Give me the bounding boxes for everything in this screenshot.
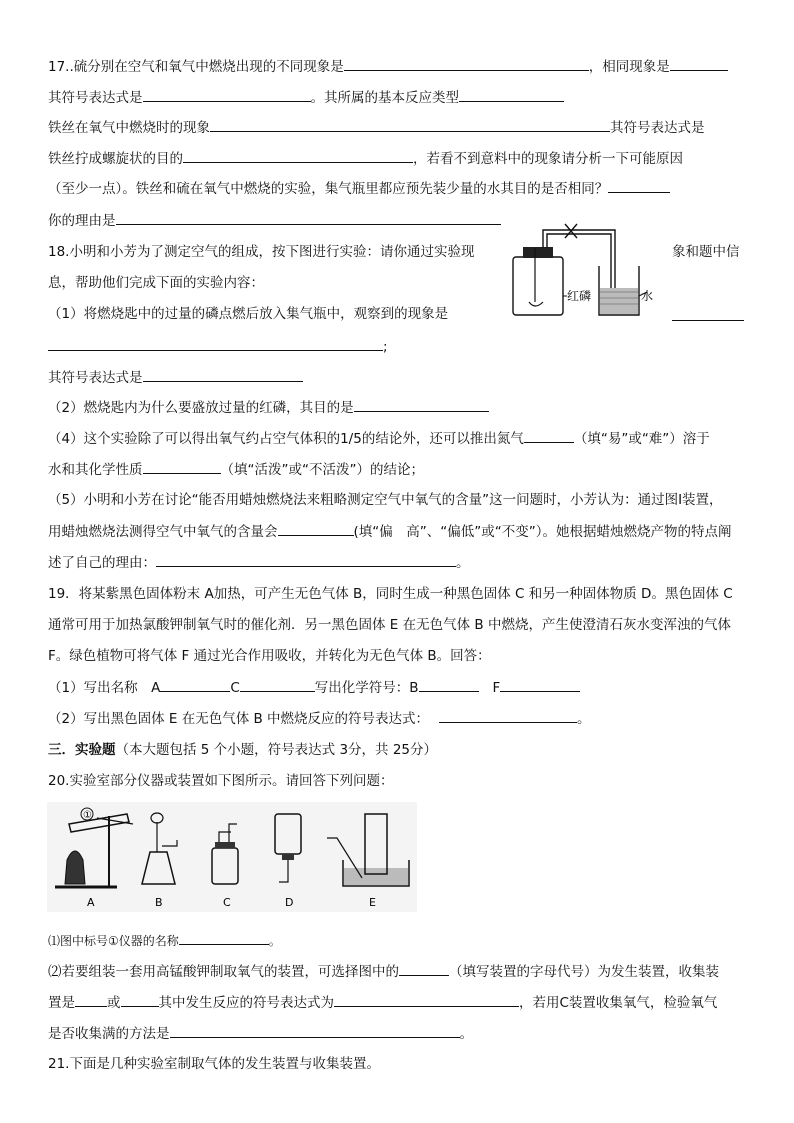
label-b: B — [155, 896, 163, 909]
answer-blank[interactable] — [143, 459, 221, 474]
answer-blank[interactable] — [399, 961, 449, 976]
answer-blank[interactable] — [500, 677, 580, 692]
answer-blank[interactable] — [143, 87, 311, 102]
answer-blank[interactable] — [334, 992, 519, 1007]
answer-blank[interactable] — [160, 677, 230, 692]
answer-blank[interactable] — [143, 367, 303, 382]
q19-line-2: 通常可用于加热氯酸钾制氧气时的催化剂．另一黑色固体 E 在无色气体 B 中燃烧，产生使澄清石灰水变浑浊的气体 — [48, 617, 731, 633]
q18-line-2: 息，帮助他们完成下面的实验内容： — [48, 275, 264, 291]
answer-blank[interactable] — [459, 87, 564, 102]
answer-blank[interactable] — [240, 677, 315, 692]
q17-line-6: 你的理由是 — [48, 210, 748, 231]
q18-line-7: （4）这个实验除了可以得出氧气约占空气体积的1/5的结论外，还可以推出氮气 （填“易”或“难”）溶于 — [48, 428, 748, 449]
svg-text:①: ① — [83, 810, 92, 821]
answer-blank[interactable] — [183, 148, 413, 163]
q20-line-3: ⑵若要组装一套用高锰酸钾制取氧气的装置，可选择图中的 （填写装置的字母代号）为发生装置，收集装 — [48, 961, 748, 982]
label-d: D — [285, 896, 294, 909]
answer-blank[interactable] — [344, 56, 589, 71]
q18-line-6: （2）燃烧匙内为什么要盛放过量的红磷，其目的是 — [48, 397, 748, 418]
q20-line-4: 置是 或 其中发生反应的符号表达式为 ，若用C装置收集氧气，检验氧气 — [48, 992, 748, 1013]
answer-blank[interactable] — [210, 117, 610, 132]
answer-blank[interactable] — [48, 336, 383, 351]
section-3-heading: 三．实验题（本大题包括 5 个小题，符号表达式 3分，共 25分） — [48, 742, 438, 758]
answer-blank[interactable] — [156, 552, 456, 567]
answer-blank[interactable] — [419, 677, 479, 692]
q17-line-3: 铁丝在氧气中燃烧时的现象 其符号表达式是 — [48, 117, 748, 138]
q19-line-4: （1）写出名称 A C 写出化学符号：B F — [48, 677, 748, 698]
label-c: C — [223, 896, 231, 909]
q18-line-1-tail: 象和题中信 — [672, 244, 740, 260]
answer-blank[interactable] — [75, 992, 107, 1007]
label-phosphorus: 红磷 — [567, 289, 592, 303]
q20-line-2: ⑴图中标号①仪器的名称 。 — [48, 930, 748, 951]
combustion-spoon — [529, 302, 543, 306]
q17-line-2: 其符号表达式是 。其所属的基本反应类型 — [48, 87, 748, 108]
q18-line-4: ; — [48, 336, 748, 357]
q19-line-3: F。绿色植物可将气体 F 通过光合作用吸收，并转化为无色气体 B。回答： — [48, 648, 491, 664]
answer-blank[interactable] — [354, 397, 489, 412]
label-water: 水 — [641, 289, 654, 303]
answer-blank[interactable] — [608, 178, 670, 193]
clamp — [565, 224, 577, 238]
answer-blank[interactable] — [278, 521, 354, 536]
q18-line-8: 水和其化学性质 （填“活泼”或“不活泼”）的结论； — [48, 459, 748, 480]
stopper — [523, 247, 553, 258]
q18-line-9: （5）小明和小芳在讨论“能否用蜡烛燃烧法来粗略测定空气中氧气的含量”这一问题时，小芳认为：通过图Ⅰ装置， — [48, 492, 723, 508]
gas-jar — [513, 257, 563, 315]
answer-blank[interactable] — [670, 56, 728, 71]
q21-line-1: 21.下面是几种实验室制取气体的发生装置与收集装置。 — [48, 1056, 380, 1072]
q18-line-10: 用蜡烛燃烧法测得空气中氧气的含量会 (填“偏 高”、“偏低”或“不变”）。她根据蜡烛燃烧产物的特点阐 — [48, 521, 748, 542]
q17-line-5: （至少一点）。铁丝和硫在氧气中燃烧的实验，集气瓶里都应预先装少量的水其目的是否相同？ — [48, 178, 748, 199]
label-a: A — [87, 896, 95, 909]
q18-line-1: 18.小明和小芳为了测定空气的组成，按下图进行实验：请你通过实验现 — [48, 244, 475, 260]
connecting-tube — [543, 230, 615, 292]
q20-line-1: 20.实验室部分仪器或装置如下图所示。请回答下列问题： — [48, 773, 394, 789]
answer-blank[interactable] — [121, 992, 159, 1007]
answer-blank[interactable] — [116, 210, 501, 225]
answer-blank[interactable] — [524, 428, 574, 443]
answer-blank[interactable] — [672, 306, 744, 321]
phosphorus-experiment-figure — [505, 222, 654, 320]
q18-line-5: 其符号表达式是 — [48, 367, 748, 388]
q19-line-5: （2）写出黑色固体 E 在无色气体 B 中燃烧反应的符号表达式： 。 — [48, 708, 748, 729]
q19-line-1: 19．将某紫黑色固体粉末 A加热，可产生无色气体 B，同时生成一种黑色固体 C 和另一种固体物质 D。黑色固体 C — [48, 586, 733, 602]
answer-blank[interactable] — [439, 708, 577, 723]
q18-line-3: （1）将燃烧匙中的过量的磷点燃后放入集气瓶中，观察到的现象是 — [48, 306, 449, 322]
q20-line-5: 是否收集满的方法是 。 — [48, 1023, 748, 1044]
q18-line-11: 述了自己的理由： 。 — [48, 552, 748, 573]
answer-blank[interactable] — [170, 1023, 460, 1038]
lab-apparatus-figure — [47, 802, 417, 912]
q17-line-1: 17..硫分别在空气和氧气中燃烧出现的不同现象是 ，相同现象是 — [48, 56, 748, 77]
answer-blank[interactable] — [179, 930, 269, 945]
label-e: E — [369, 896, 376, 909]
q17-line-4: 铁丝拧成螺旋状的目的 ，若看不到意料中的现象请分析一下可能原因 — [48, 148, 748, 169]
